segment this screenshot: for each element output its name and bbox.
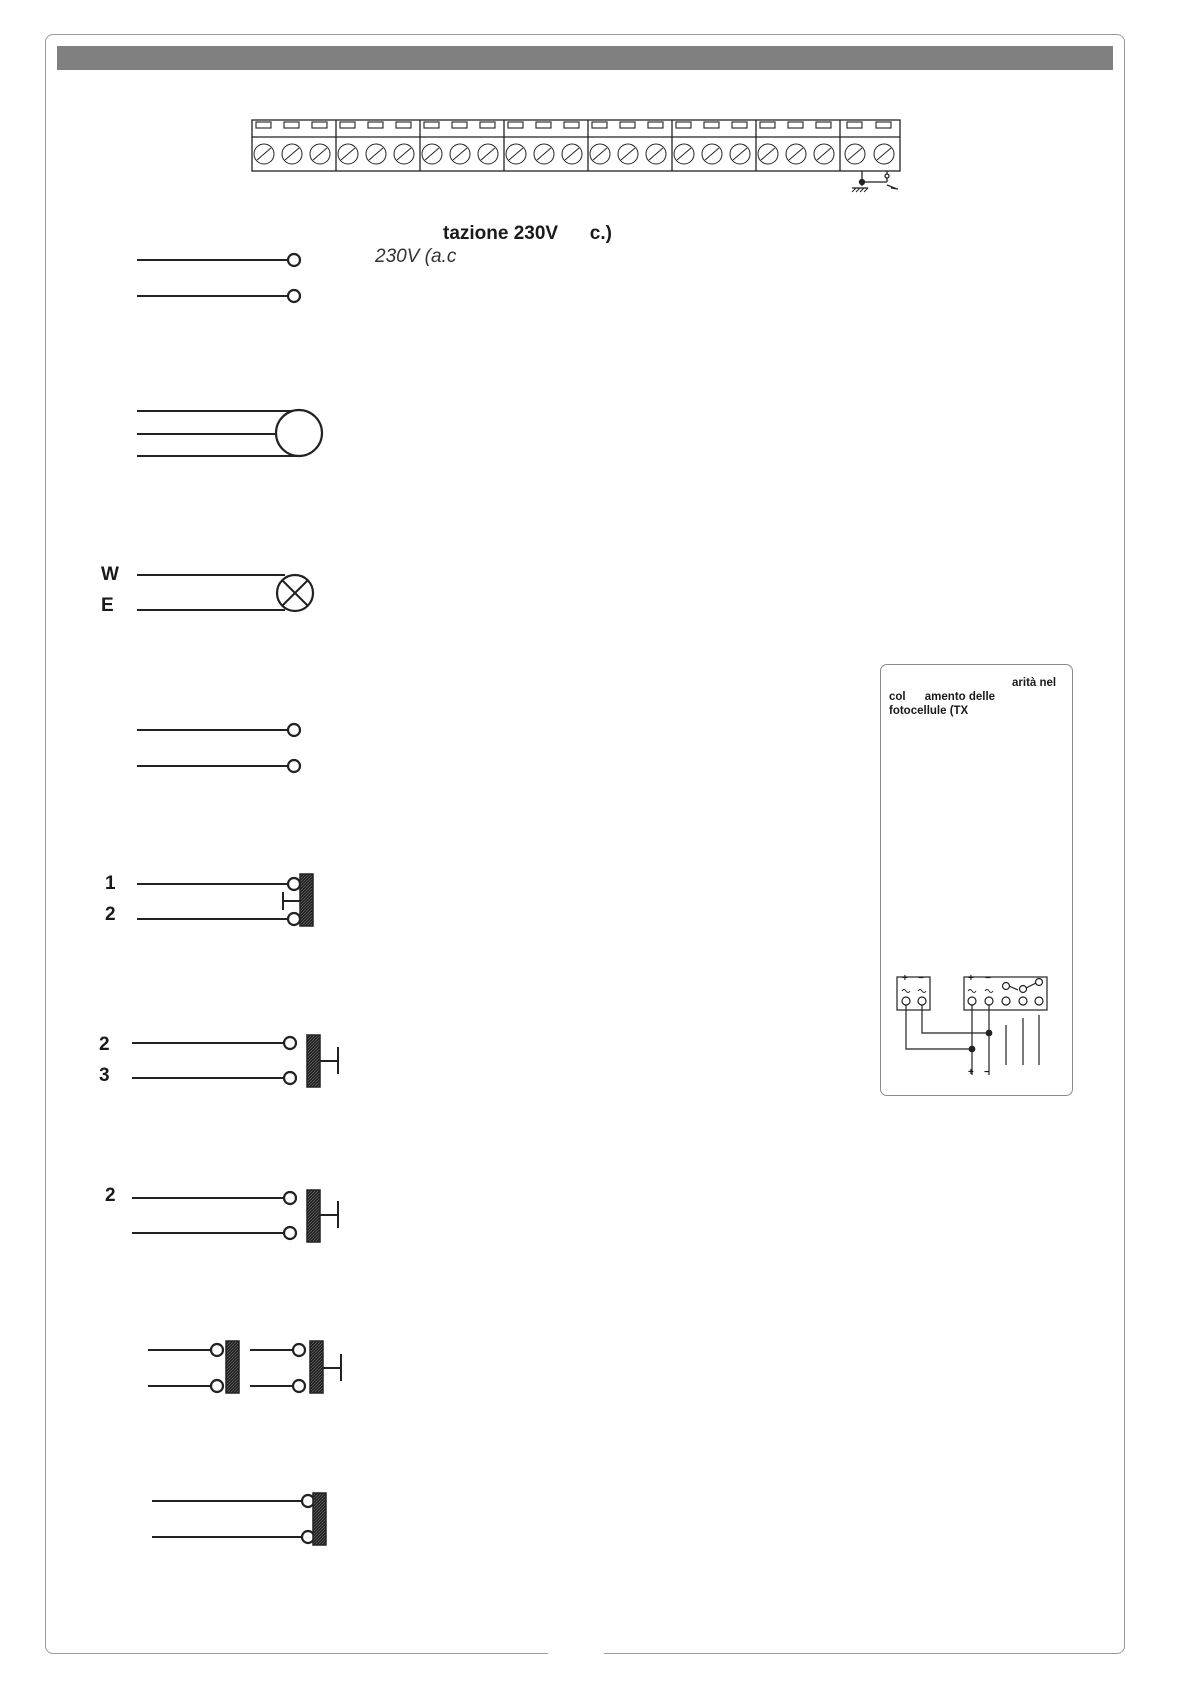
tx-minus-label: − [918, 973, 924, 984]
button1-label-bottom: 2 [105, 904, 116, 925]
inset-line-2: col amento delle [889, 691, 996, 703]
section-subtitle: 230V (a.c [375, 246, 457, 267]
nc-button-symbol [137, 874, 313, 926]
button1-label-top: 1 [105, 873, 116, 894]
lamp-label-e: E [101, 595, 114, 616]
lamp-label-w: W [101, 564, 119, 585]
button3-label-top: 2 [105, 1185, 116, 1206]
motor-symbol [137, 410, 322, 456]
tx-plus-label: + [902, 973, 908, 984]
power-supply-terminals [137, 254, 300, 302]
terminal-block [252, 120, 900, 171]
no-button-symbol [132, 1035, 338, 1087]
button2-label-bottom: 3 [99, 1065, 110, 1086]
inset-line-3: fotocellule (TX [889, 705, 969, 717]
auxiliary-terminals [137, 724, 300, 772]
series-buttons-symbol [148, 1341, 341, 1393]
photocell-note-box [880, 664, 1073, 1096]
bottom-minus-label: − [984, 1067, 990, 1078]
no-button-symbol-2 [132, 1190, 338, 1242]
bottom-plus-label: + [968, 1067, 974, 1078]
warning-lamp-icon [137, 575, 313, 611]
inset-line-1: arità nel [1012, 677, 1057, 689]
safety-edge-symbol [152, 1493, 326, 1545]
rx-plus-label: + [968, 973, 974, 984]
rx-minus-label: − [985, 973, 991, 984]
section-title: tazione 230V c.) [443, 223, 612, 244]
button2-label-top: 2 [99, 1034, 110, 1055]
antenna-icon [862, 171, 898, 189]
